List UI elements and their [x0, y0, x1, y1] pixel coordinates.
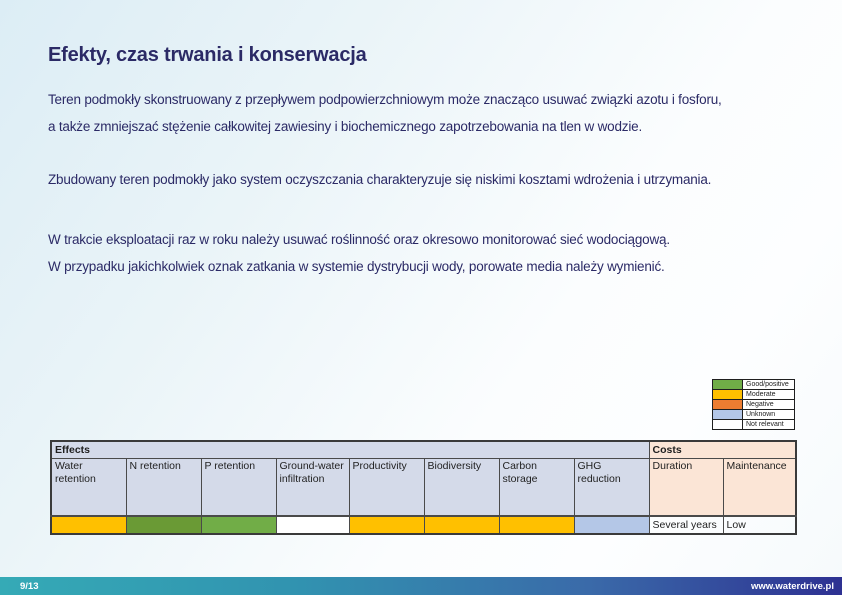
paragraph-2 [48, 166, 711, 193]
column-header-biodiversity: Biodiversity [424, 459, 499, 516]
legend-label-unknown: Unknown [743, 410, 795, 420]
legend-label-moderate: Moderate [743, 390, 795, 400]
page-title: Efekty, czas trwania i konserwacja [48, 44, 367, 66]
legend-row-moderate [713, 390, 795, 400]
paragraph-1-line-1: Teren podmokły skonstruowany z przepływem podpowierzchniowym może znacząco usuwać związki azotu i fosforu, [48, 92, 722, 107]
legend-label-negative: Negative [743, 400, 795, 410]
rating-cell-productivity [349, 516, 424, 534]
paragraph-1 [48, 86, 722, 140]
legend-row-unknown [713, 410, 795, 420]
column-header-ghg-reduction: GHG reduction [574, 459, 649, 516]
rating-legend [712, 379, 795, 430]
legend-swatch-good [713, 380, 743, 390]
paragraph-3-line-2: W przypadku jakichkolwiek oznak zatkania w systemie dystrybucji wody, porowate media należy wymienić. [48, 259, 665, 274]
column-header-duration: Duration [649, 459, 723, 516]
cost-value-duration: Several years [649, 516, 723, 534]
column-header-carbon-storage: Carbon storage [499, 459, 574, 516]
column-header-p-retention: P retention [201, 459, 276, 516]
rating-cell-groundwater-infiltration [276, 516, 349, 534]
legend-label-good: Good/positive [743, 380, 795, 390]
column-header-n-retention: N retention [126, 459, 201, 516]
rating-cell-water-retention [51, 516, 126, 534]
cost-value-maintenance: Low [723, 516, 796, 534]
effects-costs-table [50, 440, 797, 535]
footer-url[interactable]: www.waterdrive.pl [750, 580, 834, 592]
rating-cell-ghg-reduction [574, 516, 649, 534]
values-row [51, 516, 796, 534]
column-header-groundwater-infiltration: Ground-water infiltration [276, 459, 349, 516]
legend-swatch-negative [713, 400, 743, 410]
column-header-maintenance: Maintenance [723, 459, 796, 516]
legend-swatch-moderate [713, 390, 743, 400]
column-header-water-retention: Water retention [51, 459, 126, 516]
paragraph-3 [48, 226, 670, 280]
section-header-row [51, 441, 796, 459]
paragraph-2-line-1: Zbudowany teren podmokły jako system oczyszczania charakteryzuje się niskimi kosztami wdrożenia i utrzymania. [48, 172, 712, 187]
effects-section-header: Effects [51, 441, 649, 459]
rating-cell-carbon-storage [499, 516, 574, 534]
paragraph-3-line-1: W trakcie eksploatacji raz w roku należy usuwać roślinność oraz okresowo monitorować sieć wodociągową. [48, 232, 670, 247]
paragraph-1-line-2: a także zmniejszać stężenie całkowitej zawiesiny i biochemicznego zapotrzebowania na tlen w wodzie. [48, 119, 643, 134]
column-header-row [51, 459, 796, 516]
column-header-productivity: Productivity [349, 459, 424, 516]
legend-row-negative [713, 400, 795, 410]
legend-swatch-unknown [713, 410, 743, 420]
legend-swatch-not-relevant [713, 420, 743, 430]
costs-section-header: Costs [649, 441, 796, 459]
rating-cell-biodiversity [424, 516, 499, 534]
rating-cell-n-retention [126, 516, 201, 534]
page-number: 9/13 [20, 580, 39, 592]
legend-label-not-relevant: Not relevant [743, 420, 795, 430]
rating-cell-p-retention [201, 516, 276, 534]
footer-bar [0, 577, 842, 595]
legend-row-good [713, 380, 795, 390]
legend-row-not-relevant [713, 420, 795, 430]
